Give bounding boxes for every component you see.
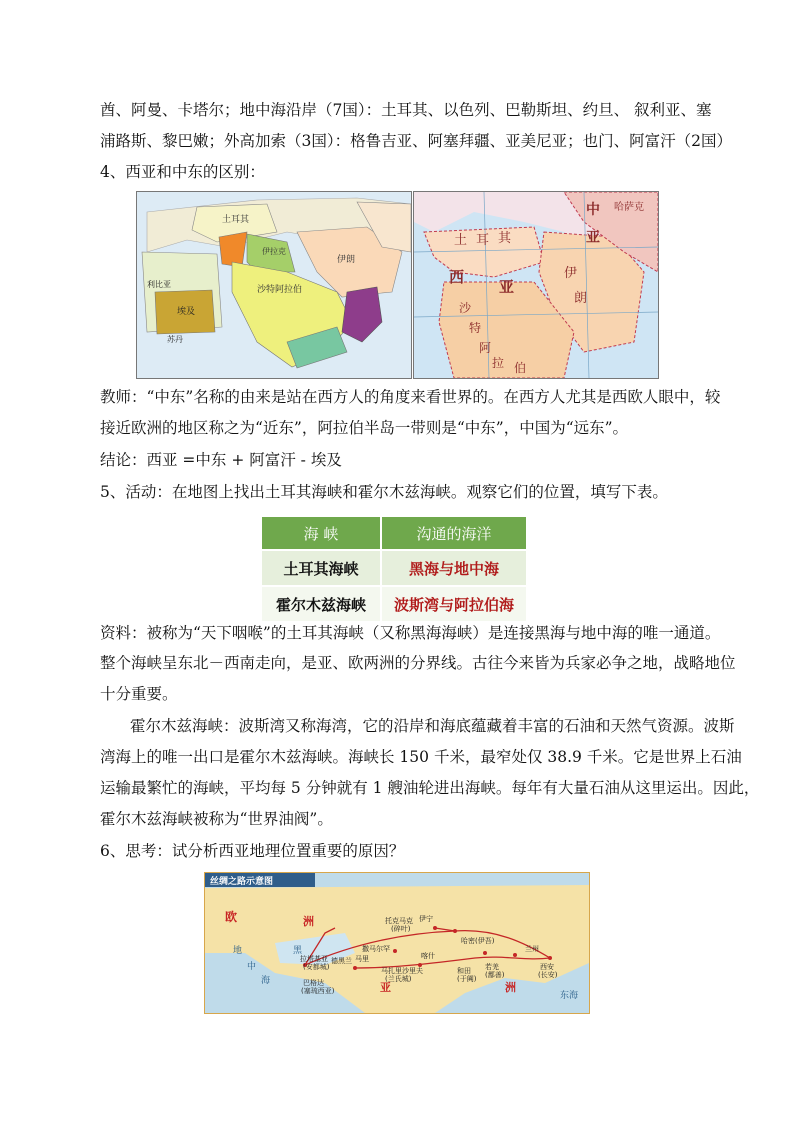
table-row: [261, 550, 527, 586]
map-label: 和田: [457, 967, 471, 975]
map-label: 埃及: [177, 307, 196, 317]
paragraph-line: 酋、阿曼、卡塔尔；地中海沿岸（7国）：土耳其、以色列、巴勒斯坦、约旦、 叙利亚、塞: [100, 101, 712, 119]
paragraph-line: 运输最繁忙的海峡，平均每 5 分钟就有 1 艘油轮进出海峡。每年有大量石油从这里运出。因此，: [100, 779, 760, 797]
map-label: 亚: [499, 278, 515, 296]
map-label: 沙特阿拉伯: [257, 285, 303, 295]
map-label: 洲: [303, 915, 314, 928]
map-label: 托克马克: [385, 917, 413, 925]
map-label: 伊朗: [337, 255, 356, 265]
map-label: 马里: [355, 955, 369, 963]
map-label: 喀什: [421, 952, 435, 960]
map-label: 拉塔基亚: [300, 955, 328, 963]
map-label: 伊拉克: [262, 247, 286, 256]
paragraph-line: 教师：“中东”名称的由来是站在西方人的角度来看世界的。在西方人尤其是西欧人眼中，较: [100, 388, 721, 406]
conclusion: 结论：西亚 =中东 + 阿富汗 - 埃及: [100, 451, 342, 469]
table-cell: 黑海与地中海: [381, 550, 527, 586]
map-label: 德黑兰: [331, 957, 352, 965]
map-label: 拉: [492, 356, 505, 370]
map-label: 西: [449, 268, 465, 286]
map-label: 哈萨克: [614, 202, 644, 213]
map-label: 海: [261, 976, 271, 986]
map-label: 伊宁: [419, 915, 433, 923]
paragraph-line: 十分重要。: [100, 685, 178, 703]
map-label: 伊: [564, 266, 578, 281]
map-label: 若羌: [485, 963, 499, 971]
section-heading-6: 6、思考：试分析西亚地理位置重要的原因？: [100, 842, 405, 860]
map-label: 撒马尔罕: [362, 945, 390, 953]
paragraph-line: 霍尔木兹海峡：波斯湾又称海湾，它的沿岸和海底蕴藏着丰富的石油和天然气资源。波斯: [130, 717, 735, 735]
map-label: 耳: [476, 233, 490, 248]
map-label: (于阗): [457, 975, 477, 983]
map-label: 亚: [380, 981, 391, 994]
map-label: 兰州: [525, 945, 539, 953]
strait-table: [260, 515, 528, 623]
map-label: (兰氏城): [385, 975, 412, 983]
map-label: 欧: [225, 910, 238, 924]
paragraph-line: 资料：被称为“天下咽喉”的土耳其海峡（又称黑海海峡）是连接黑海与地中海的唯一通道。: [100, 624, 721, 642]
map-label: (碎叶): [391, 925, 411, 933]
map-label: 土: [454, 233, 468, 248]
map-label: 苏丹: [167, 335, 183, 344]
map-label: 特: [469, 321, 482, 335]
map-label: 哈密(伊吾): [461, 937, 495, 945]
map-label: 利比亚: [147, 280, 171, 289]
map-label: 中: [247, 962, 257, 972]
section-heading-5: 5、活动：在地图上找出土耳其海峡和霍尔木兹海峡。观察它们的位置，填写下表。: [100, 483, 668, 501]
paragraph-line: 整个海峡呈东北－西南走向，是亚、欧两洲的分界线。古往今来皆为兵家必争之地，战略地位: [100, 654, 736, 672]
map-label: 亚: [586, 230, 600, 246]
map-label: 西安: [540, 963, 554, 971]
silk-road-map: [204, 872, 590, 1014]
map-label: 巴格达: [303, 979, 324, 987]
table-row: [261, 586, 527, 622]
map-label: 沙: [459, 301, 472, 315]
table-header-cell: 海 峡: [261, 516, 381, 550]
map-label: 马扎里沙里夫: [381, 967, 423, 975]
table-header-cell: 沟通的海洋: [381, 516, 527, 550]
paragraph-line: 接近欧洲的地区称之为“近东”，阿拉伯半岛一带则是“中东”，中国为“远东”。: [100, 419, 629, 437]
map-label: 土耳其: [222, 215, 250, 225]
paragraph-line: 湾海上的唯一出口是霍尔木兹海峡。海峡长 150 千米，最窄处仅 38.9 千米。它是世界上石油: [100, 748, 742, 766]
map-label: 阿: [479, 341, 492, 355]
map-label: (长安): [538, 971, 558, 979]
paragraph-line: 浦路斯、黎巴嫩；外高加索（3国）：格鲁吉亚、阿塞拜疆、亚美尼亚；也门、阿富汗（2国）: [100, 132, 732, 150]
map-title: 丝绸之路示意图: [210, 877, 274, 887]
table-header-row: [261, 516, 527, 550]
table-cell: 霍尔木兹海峡: [261, 586, 381, 622]
map-label: 朗: [574, 291, 588, 306]
paragraph-line: 霍尔木兹海峡被称为“世界油阀”。: [100, 810, 333, 828]
map-label: (塞琉西亚): [301, 987, 335, 995]
map-label: 伯: [514, 361, 527, 375]
table-cell: 波斯湾与阿拉伯海: [381, 586, 527, 622]
map-label: 中: [586, 202, 600, 218]
map-label: (安都城): [303, 963, 330, 971]
map-label: 黑: [293, 946, 303, 956]
map-label: 地: [233, 946, 243, 956]
map-label: 洲: [505, 981, 516, 994]
section-heading-4: 4、西亚和中东的区别：: [100, 163, 265, 181]
map-label: (鄯善): [485, 971, 505, 979]
middle-east-map: [136, 191, 412, 379]
map-label: 其: [498, 231, 512, 246]
map-label: 东海: [560, 991, 579, 1001]
west-asia-map: [413, 191, 659, 379]
table-cell: 土耳其海峡: [261, 550, 381, 586]
